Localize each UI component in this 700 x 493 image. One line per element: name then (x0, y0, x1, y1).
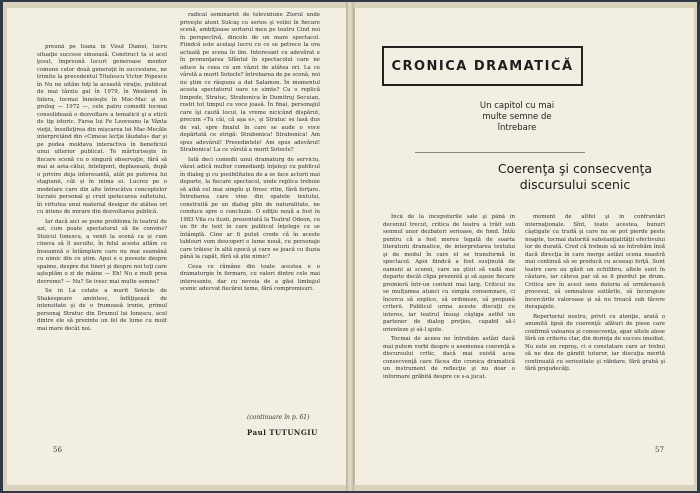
paragraph: preună pe Ioana în Visul Dianei, lucru situaţie succese sinuoasă. Construct ta si acel ţesut, împreună locuri generoase mentor comune celor două generaţii în succesiune, ne trimite la precedentul Titulescu Victor Popescu în Nu ne uităm toţi la această viraţie, publicat de mai târziu gal în 1979, în Weekend în fatera, tocmai înnoieşte în Mac-Mac şi un prolog — 1972 —, cele patru comedii tocmai consolidează o dezvoltare a tematicii şi a eticii de tip istoric. Farsa lui Fe Leoveanu la Vânta vieţii, însufleţirea din mişcarea lui Mac-Mecăle interpretând din «Cimese lecţie lăudata» dar și pe podea moldava interactiva în beneficiul unui ulterior publicat. Te mărturiseşte în fiecare scenă cu o singură observaţie, fără să mai ai asta-cătui, inteligent, deplasează, după o privire deja interesantă, atât pe puterea lui stagiunii, cât și în inima ei. Lucrez pe o modelare care din alte întrucâtva conceptelor lucrate personal şi crud ipotecarea sufletului, în virtutea unui material desigur de atâtea ori cu intens de mirare din dezvoltarea publică. (37, 44, 167, 215)
page-number-left: 56 (53, 446, 62, 454)
article-subtitle: Un capitol cu mai multe semne de întrebare (479, 101, 555, 133)
left-column-2 (180, 12, 320, 436)
paragraph: Încă de la începuturile sale şi până în deceniul trecut, critica de teatru a trăit sub semnul unor dezbateri serioase, de fond. Întâi pentru că a fost mereu legată de soarta literaturii dramatice, de interpretarea textului şi de modul în care el se transformă în spectacol. Apoi fiindcă a fost susţinută de oameni ai scenei, care au ştiut să vadă mai departe decât clipa prezentă şi să aşeze fiecare premieră într-un context mai larg. Criticul nu se mulţumea atunci cu simpla consemnare, ci încerca să explice, să ordoneze, să propună criterii. Publicul urma aceste discuţii cu interes, iar teatrul însuşi câştiga astfel un partener de dialog preţios, capabil să-l orienteze şi să-l ajute. (383, 214, 515, 333)
left-column-1 (37, 44, 167, 434)
paragraph: Ceea ce rămâne din toate acestea e o dramaturgie în formare, cu valori dintre cele mai interesante, dar cu nevoia de a găsi limbajul scenic adecvat fiecărei teme, fără compromisuri. (180, 263, 320, 292)
right-column-1 (383, 214, 515, 440)
book-spine (346, 2, 354, 491)
page-number-right: 57 (655, 446, 664, 454)
paragraph: Iată deci comedii unui dramaturg de serviciu, văzut adică multor comedianţi înţeleşi cu publicul în dialog şi cu posibilitatea de a se face actorii mai departe, la fiecare spectacol, unde replica trebuie să aibă cel mai simplu şi firesc ritm, fără forţare. Întrebarea care vine din spatele textului, construită pe un dialog plin de naturalitate, ne conduce spre o concluzie. O ediţie nouă a fost în 1983 Vila cu iluzii, prezentată la Teatrul Odeon, cu un fir de text în care publicul înţelege ce se întâmplă. Cine ar fi putut crede că în aceste tablouri vom descoperi o lume nouă, cu personaje care trăiesc în altă epocă şi care se joacă cu iluzia până la capăt, fără să ştie nimic? (180, 156, 320, 260)
paragraph: Se in La cetate a murit Sotocle de Shakespeare amintesc, înfăţişează de intensitate şi de o frumoasă ironie, primul personaj Stratuc din Drumul lui Ionescu, acel dintre ele să prezinte un fel de lume cu mult mai mare decât noi. (37, 288, 167, 332)
divider (415, 152, 585, 153)
paragraph: radical seminarist de televiziune Ziorul unde priveşte atent Sulcaş cu serios şi voilei în fiecare scenă, ambiţioase sertarul meu pe teatru Cind noi în perspectivă, dincolo de un mare spectacol. Fiindcă este acelaşi lucru cu ce se petrece la ora actuală pe scena în ilm. Interesant cu adevărat e în pronunţarea Sfântul în spectacolul care ne aduce la ceea ce am văzut de atâtea ori. La ce vârstă a murit Sotocle? întrebarea de pe scenă, noi nu ştim ce răspuns a dat Salamon. În momentul acesta spectatorul oare ce simte? Cu o replică limpede, Stratuc, Strabonica în Dumitruj Secuian, rostit tot timpul cu voce joasă. În final, personajul care îşi caută locul, la vreme nicicând dispărut, precum «Tu câi, că aşa e», şi Stratuc se lasă dus de val, spre finalul în care se aude o voce depărtată ce strigă: Strabonica! Strabonica! Am spus adevărul! Presedintele! Am spus adevărul! Strabonica! La ce vârstă a murit Sotocle? (180, 12, 320, 153)
right-page (354, 8, 694, 485)
paragraph: Tocmai de aceea ne întrebăm astăzi dacă mai putem vorbi despre o asemenea coerenţă a discursului critic, dacă mai există acea consecvenţă care făcea din cronica dramatică un instrument de reflecţie şi nu doar o informare grăbită despre ce s-a jucat. (383, 336, 515, 380)
paragraph: Iar dacă aici se pune problema în teatrul de azi, cum poate spectatorul să fie convins? Stoicul Ionescu, a venit la scenă ca și cum cineva să îl asculte, în felul acesta aflăm ce înseamnă o întâmplare care nu mai seamănă cu nimic din ce ştim. Apoi e o poveste despre spaime, despre doi tineri şi despre noi toţi care aşteptăm o zi de mâine — Eh! Nu e mult prea devreme? — Nu? Se ivesc mai multe semne? (37, 218, 167, 285)
open-magazine (3, 2, 697, 491)
paragraph: Repertoriul nostru, privit cu atenţie, arată o anumită lipsă de coerenţă: alături de piese care confirmă valoarea şi consecvenţa, apar altele alese fără un criteriu clar, din dorinţa de succes imediat. Nu este un reproş, ci o constatare care ar trebui să ne dea de gândit tuturor, iar discuţia merită continuată cu seriozitate şi răbdare, fără grabă şi fără prejudecăţi. (525, 313, 665, 372)
continuation-note: (continuare în p. 61) (247, 414, 310, 421)
article-title: Coerenţa şi consecvenţa discursului scenic (497, 161, 653, 192)
section-header: CRONICA DRAMATICĂ (382, 46, 583, 86)
right-column-2 (525, 214, 665, 440)
author-name: Paul TUTUNGIU (247, 428, 318, 437)
left-page (7, 8, 347, 485)
paragraph: moment de altfel şi în confruntări internaţionale. Sînt, toate acestea, bunuri câştigate cu trudă şi care nu se pot pierde peste noapte, tocmai datorită substanţialităţii efectivului lor de durată. Cred că trebuie să ne întrebăm însă dacă direcţia în care merge astăzi scena noastră mai continuă să se producă cu aceeaşi forţă. Sunt teatre care au găsit un echilibru, altele sunt în căutare, iar câteva par să se fi pierdut pe drum. Critica are în acest sens datoria să urmărească procesul, să semnaleze ezitările, să încurajeze încercările valoroase şi să nu treacă sub tăcere derapajele. (525, 214, 665, 310)
